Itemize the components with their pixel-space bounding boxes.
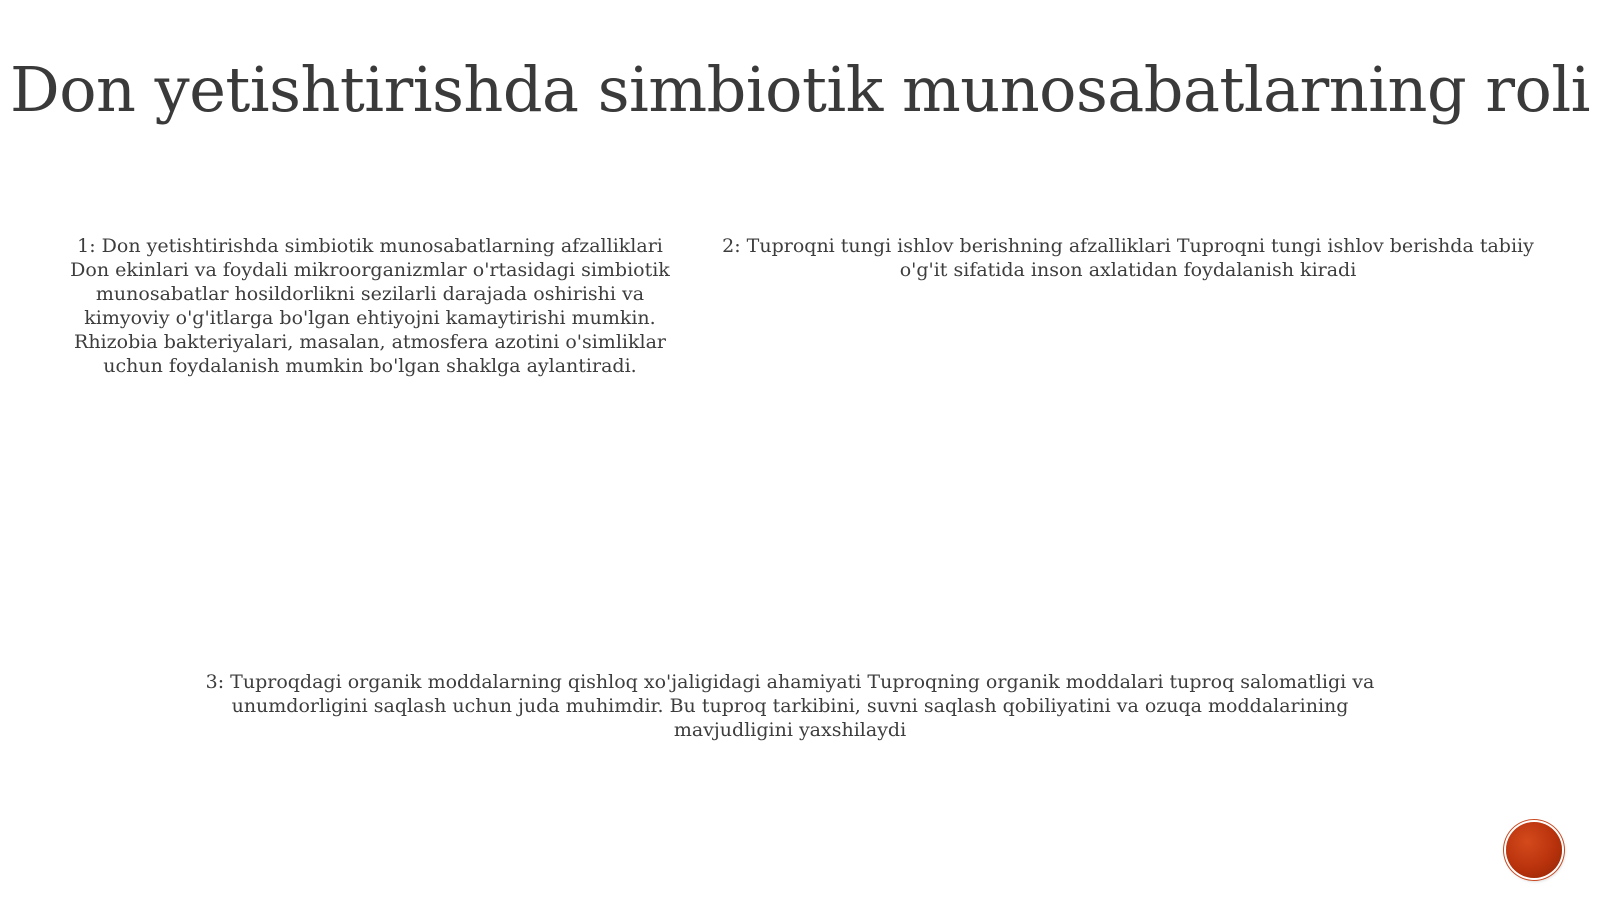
text-block-2: 2: Tuproqni tungi ishlov berishning afzalliklari Tuproqni tungi ishlov berishda tabiiy o'g'it sifatida inson axlatidan foydalanish kiradi <box>722 235 1534 281</box>
text-block-1: 1: Don yetishtirishda simbiotik munosabatlarning afzalliklari Don ekinlari va foydali mikroorganizmlar o'rtasidagi simbiotik munosabatlar hosildorlikni sezilarli darajada oshirishi va kimyoviy o'g'itlarga bo'lgan ehtiyojni kamaytirishi mumkin. Rhizobia bakteriyalari, masalan, atmosfera azotini o'simliklar uchun foydalanish mumkin bo'lgan shaklga aylantiradi. <box>70 235 670 377</box>
slide-nav-button[interactable] <box>1506 822 1562 878</box>
slide-title: Don yetishtirishda simbiotik munosabatlarning roli <box>10 53 1590 126</box>
text-block-3: 3: Tuproqdagi organik moddalarning qishloq xo'jaligidagi ahamiyati Tuproqning organik moddalari tuproq salomatligi va unumdorligini saqlash uchun juda muhimdir. Bu tuproq tarkibini, suvni saqlash qobiliyatini va ozuqa moddalarining mavjudligini yaxshilaydi <box>205 671 1375 741</box>
